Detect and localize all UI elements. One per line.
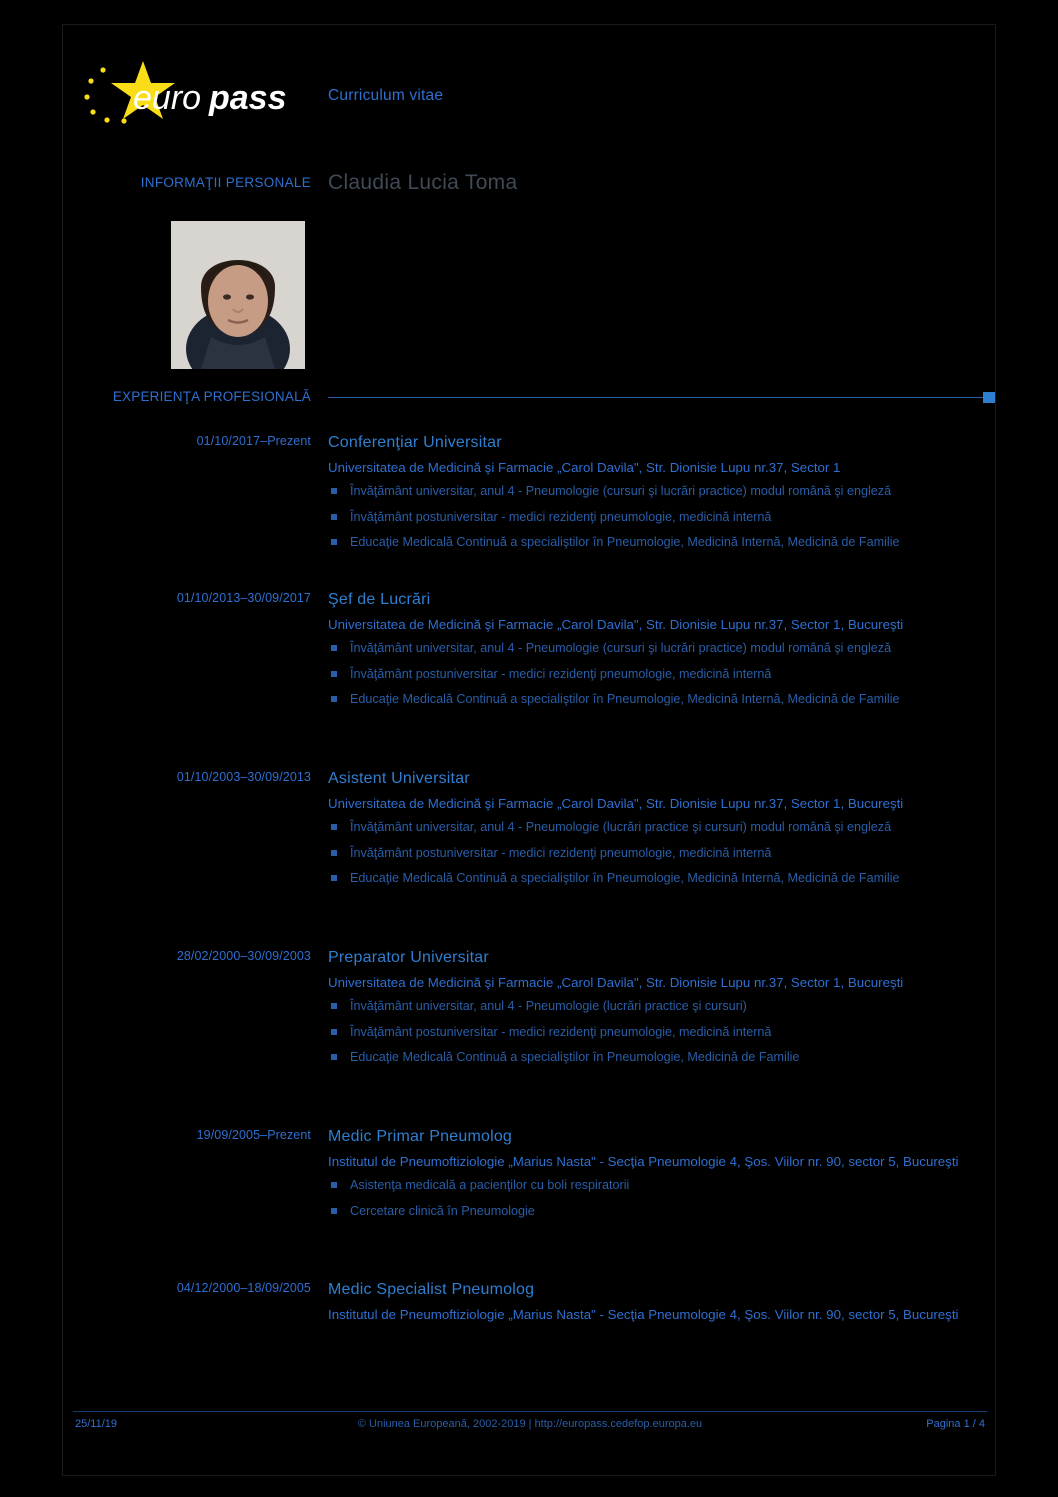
entry-employer: Institutul de Pneumoftiziologie „Marius Nasta" - Secţia Pneumologie 4, Şos. Viilor nr. 90, sector 5, Bucureşti — [328, 1307, 959, 1322]
list-item: Educaţie Medicală Continuă a specialiştilor în Pneumologie, Medicină Internă, Medicină de Familie — [328, 534, 988, 551]
entry-date: 01/10/2013–30/09/2017 — [176, 591, 311, 605]
footer-copyright-text: © Uniunea Europeană, 2002-2019 | — [357, 1418, 535, 1430]
europass-logo — [81, 57, 311, 129]
list-item: Educaţie Medicală Continuă a specialiştilor în Pneumologie, Medicină Internă, Medicină de Familie — [328, 870, 988, 887]
list-item: Învăţământ postuniversitar - medici rezidenţi pneumologie, medicină internă — [328, 845, 988, 862]
section-label-experience: EXPERIENŢA PROFESIONALĂ — [112, 389, 311, 404]
entry-title: Preparator Universitar — [328, 949, 489, 966]
entry-title: Asistent Universitar — [328, 770, 470, 787]
list-item: Învăţământ postuniversitar - medici rezidenţi pneumologie, medicină internă — [328, 1024, 988, 1041]
list-item: Cercetare clinică în Pneumologie — [328, 1203, 988, 1220]
footer-divider — [73, 1411, 987, 1412]
section-divider-cap — [983, 392, 995, 403]
entry-body — [328, 770, 988, 896]
list-item: Asistenţa medicală a pacienţilor cu boli respiratorii — [328, 1177, 988, 1194]
entry-employer: Universitatea de Medicină şi Farmacie „Carol Davila", Str. Dionisie Lupu nr.37, Sector 1, Bucureşti — [328, 796, 904, 811]
list-item: Învăţământ postuniversitar - medici rezidenţi pneumologie, medicină internă — [328, 666, 988, 683]
entry-employer: Universitatea de Medicină şi Farmacie „Carol Davila", Str. Dionisie Lupu nr.37, Sector 1, Bucureşti — [328, 617, 904, 632]
footer-url-link[interactable]: http://europass.cedefop.europa.eu — [534, 1418, 703, 1430]
footer-date: 25/11/19 — [75, 1418, 118, 1430]
entry-body — [328, 1128, 988, 1228]
svg-text:euro: euro — [133, 79, 202, 117]
svg-text:pass: pass — [209, 79, 287, 117]
entry-title: Medic Primar Pneumolog — [328, 1128, 513, 1145]
footer-copyright — [63, 1418, 997, 1430]
entry-date: 01/10/2017–Prezent — [196, 434, 311, 448]
entry-task-list — [328, 1177, 988, 1219]
document-header — [63, 25, 995, 145]
person-name: Claudia Lucia Toma — [328, 171, 518, 194]
entry-title: Conferenţiar Universitar — [328, 434, 502, 451]
entry-date: 19/09/2005–Prezent — [196, 1128, 311, 1142]
entry-title: Şef de Lucrări — [328, 591, 431, 608]
section-divider — [328, 397, 983, 398]
entry-employer: Universitatea de Medicină şi Farmacie „Carol Davila", Str. Dionisie Lupu nr.37, Sector 1 — [328, 460, 841, 475]
list-item: Educaţie Medicală Continuă a specialiştilor în Pneumologie, Medicină de Familie — [328, 1049, 988, 1066]
section-label-personal-info: INFORMAŢII PERSONALE — [140, 175, 311, 190]
entry-title: Medic Specialist Pneumolog — [328, 1281, 535, 1298]
entry-date: 28/02/2000–30/09/2003 — [176, 949, 311, 963]
list-item: Educaţie Medicală Continuă a specialiştilor în Pneumologie, Medicină Internă, Medicină de Familie — [328, 691, 988, 708]
list-item: Învăţământ universitar, anul 4 - Pneumologie (lucrări practice şi cursuri) — [328, 998, 988, 1015]
portrait-photo — [171, 221, 305, 369]
document-type-label: Curriculum vitae — [328, 87, 444, 104]
entry-body — [328, 591, 988, 717]
entry-employer: Institutul de Pneumoftiziologie „Marius Nasta" - Secţia Pneumologie 4, Şos. Viilor nr. 90, sector 5, Bucureşti — [328, 1154, 959, 1169]
entry-employer: Universitatea de Medicină şi Farmacie „Carol Davila", Str. Dionisie Lupu nr.37, Sector 1, Bucureşti — [328, 975, 904, 990]
entry-task-list — [328, 819, 988, 887]
entry-body — [328, 434, 988, 560]
entry-body — [328, 1281, 988, 1330]
entry-date: 04/12/2000–18/09/2005 — [176, 1281, 311, 1295]
list-item: Învăţământ universitar, anul 4 - Pneumologie (cursuri şi lucrări practice) modul română şi engleză — [328, 640, 988, 657]
entry-body — [328, 949, 988, 1075]
list-item: Învăţământ postuniversitar - medici rezidenţi pneumologie, medicină internă — [328, 509, 988, 526]
entry-task-list — [328, 998, 988, 1066]
entry-task-list — [328, 483, 988, 551]
entry-task-list — [328, 640, 988, 708]
footer-page-number: Pagina 1 / 4 — [926, 1418, 985, 1430]
page-footer — [63, 1411, 997, 1439]
entry-date: 01/10/2003–30/09/2013 — [176, 770, 311, 784]
cv-page — [62, 24, 996, 1476]
list-item: Învăţământ universitar, anul 4 - Pneumologie (cursuri şi lucrări practice) modul română şi engleză — [328, 483, 988, 500]
list-item: Învăţământ universitar, anul 4 - Pneumologie (lucrări practice şi cursuri) modul română şi engleză — [328, 819, 988, 836]
